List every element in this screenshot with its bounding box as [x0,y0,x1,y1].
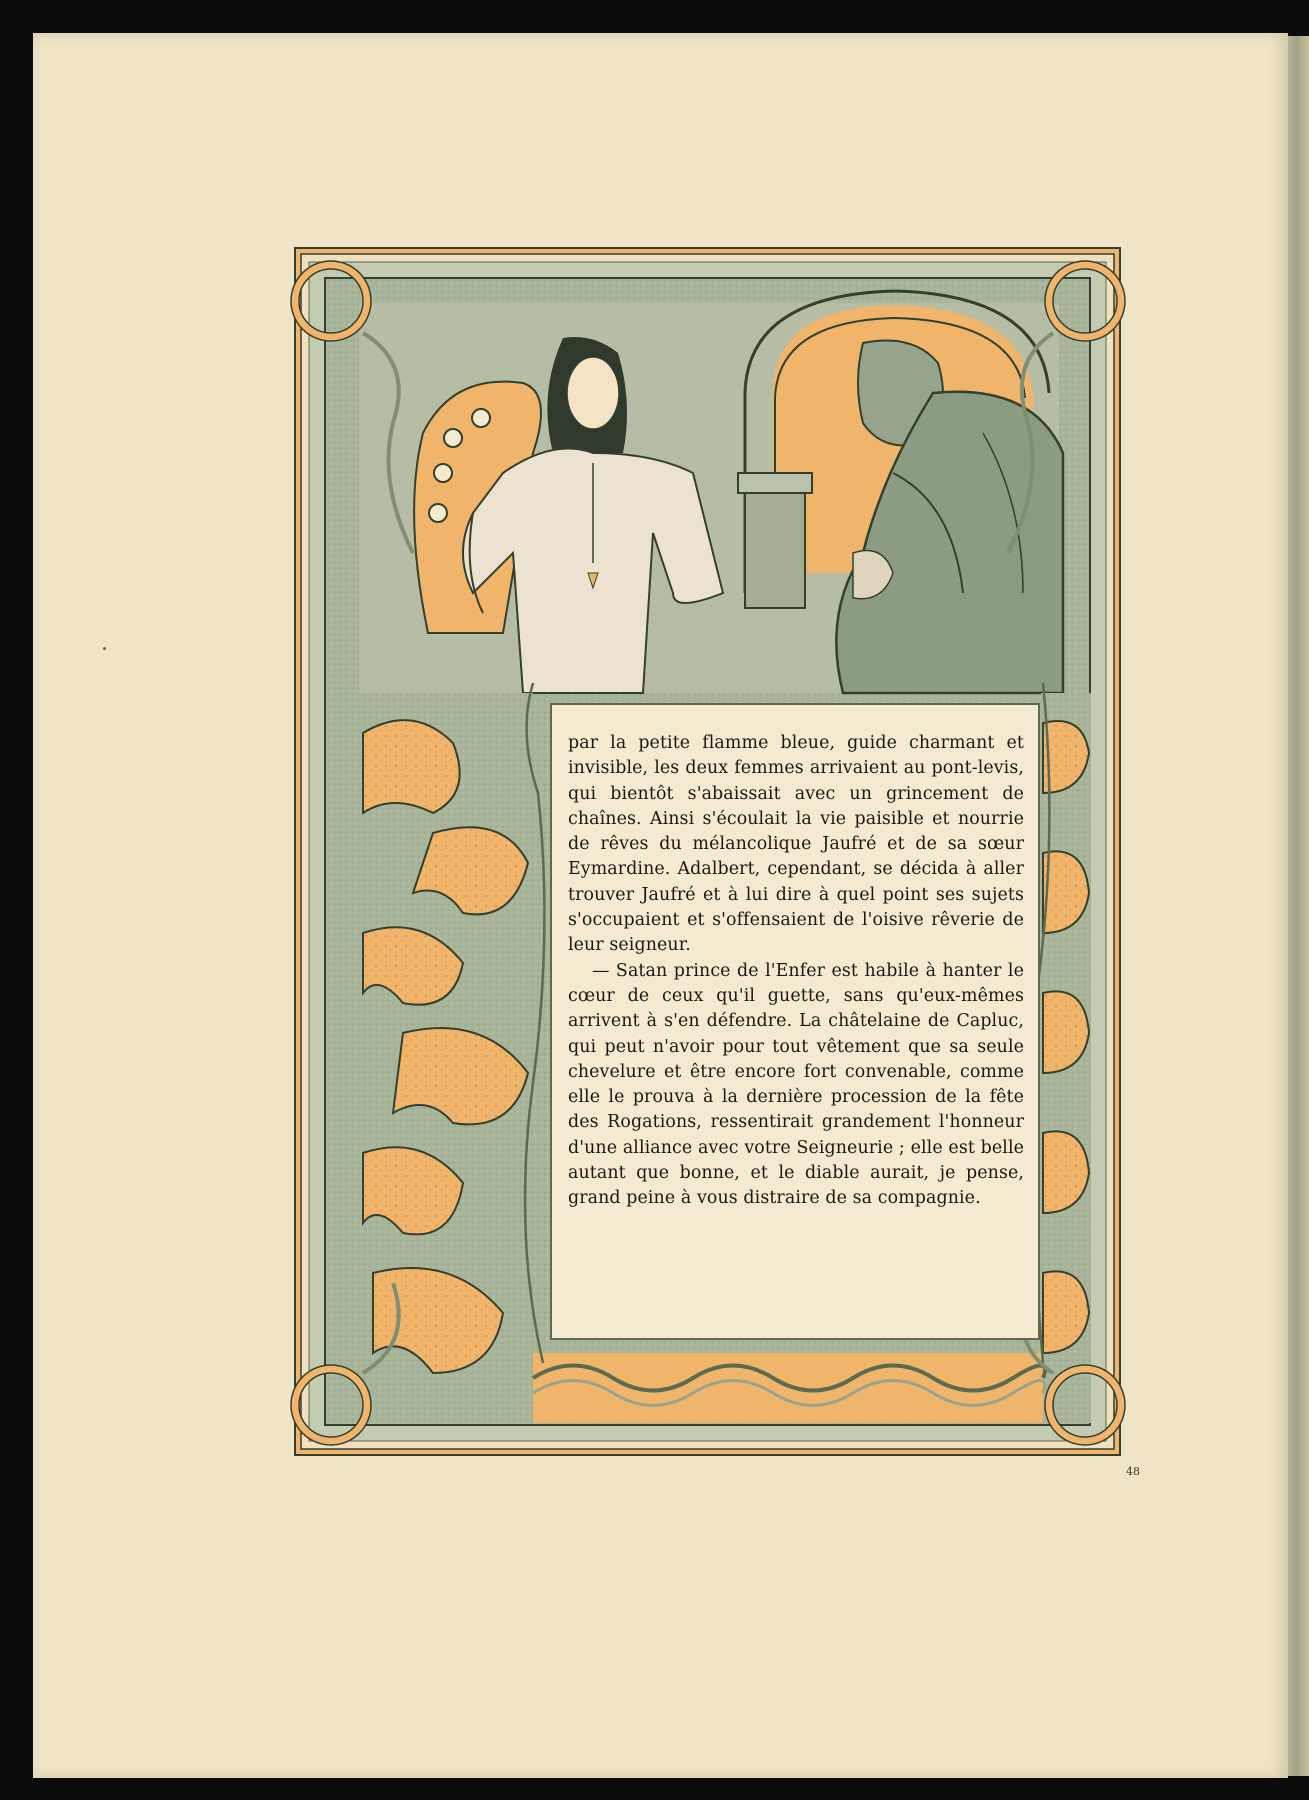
left-ornament-column [353,693,533,1423]
paragraph-1: par la petite flamme bleue, guide charmant et invisible, les deux femmes arrivaient au pont-levis, qui bientôt s'abaissait avec un grincement de chaînes. Ainsi s'écoulait la vie paisible et nourrie de rêves du mélancolique Jaufré et de sa sœur Eymardine. Adalbert, cependant, se décida à aller trouver Jaufré et à lui dire à quel point ses sujets s'occupaient et s'offensaient de l'oisive rêverie de leur seigneur. [568,733,1024,956]
book-page [33,33,1288,1778]
text-panel [550,703,1040,1340]
paragraph-2: — Satan prince de l'Enfer est habile à hanter le cœur de ceux qu'il guette, sans qu'eux-mêmes arrivent à s'en défendre. La châtelaine de Capluc, qui peut n'avoir pour tout vêtement que sa seule chevelure et être encore fort convenable, comme elle le prouva à la dernière procession de la fête des Rogations, ressentirait grandement l'honneur d'une alliance avec votre Seigneurie ; elle est belle autant que bonne, et le diable aurait, je pense, grand peine à vous distraire de sa compagnie. [568,960,1024,1209]
paper-speck [103,647,106,650]
next-page-edge [1288,36,1309,1776]
page-number: 48 [1126,1465,1140,1478]
